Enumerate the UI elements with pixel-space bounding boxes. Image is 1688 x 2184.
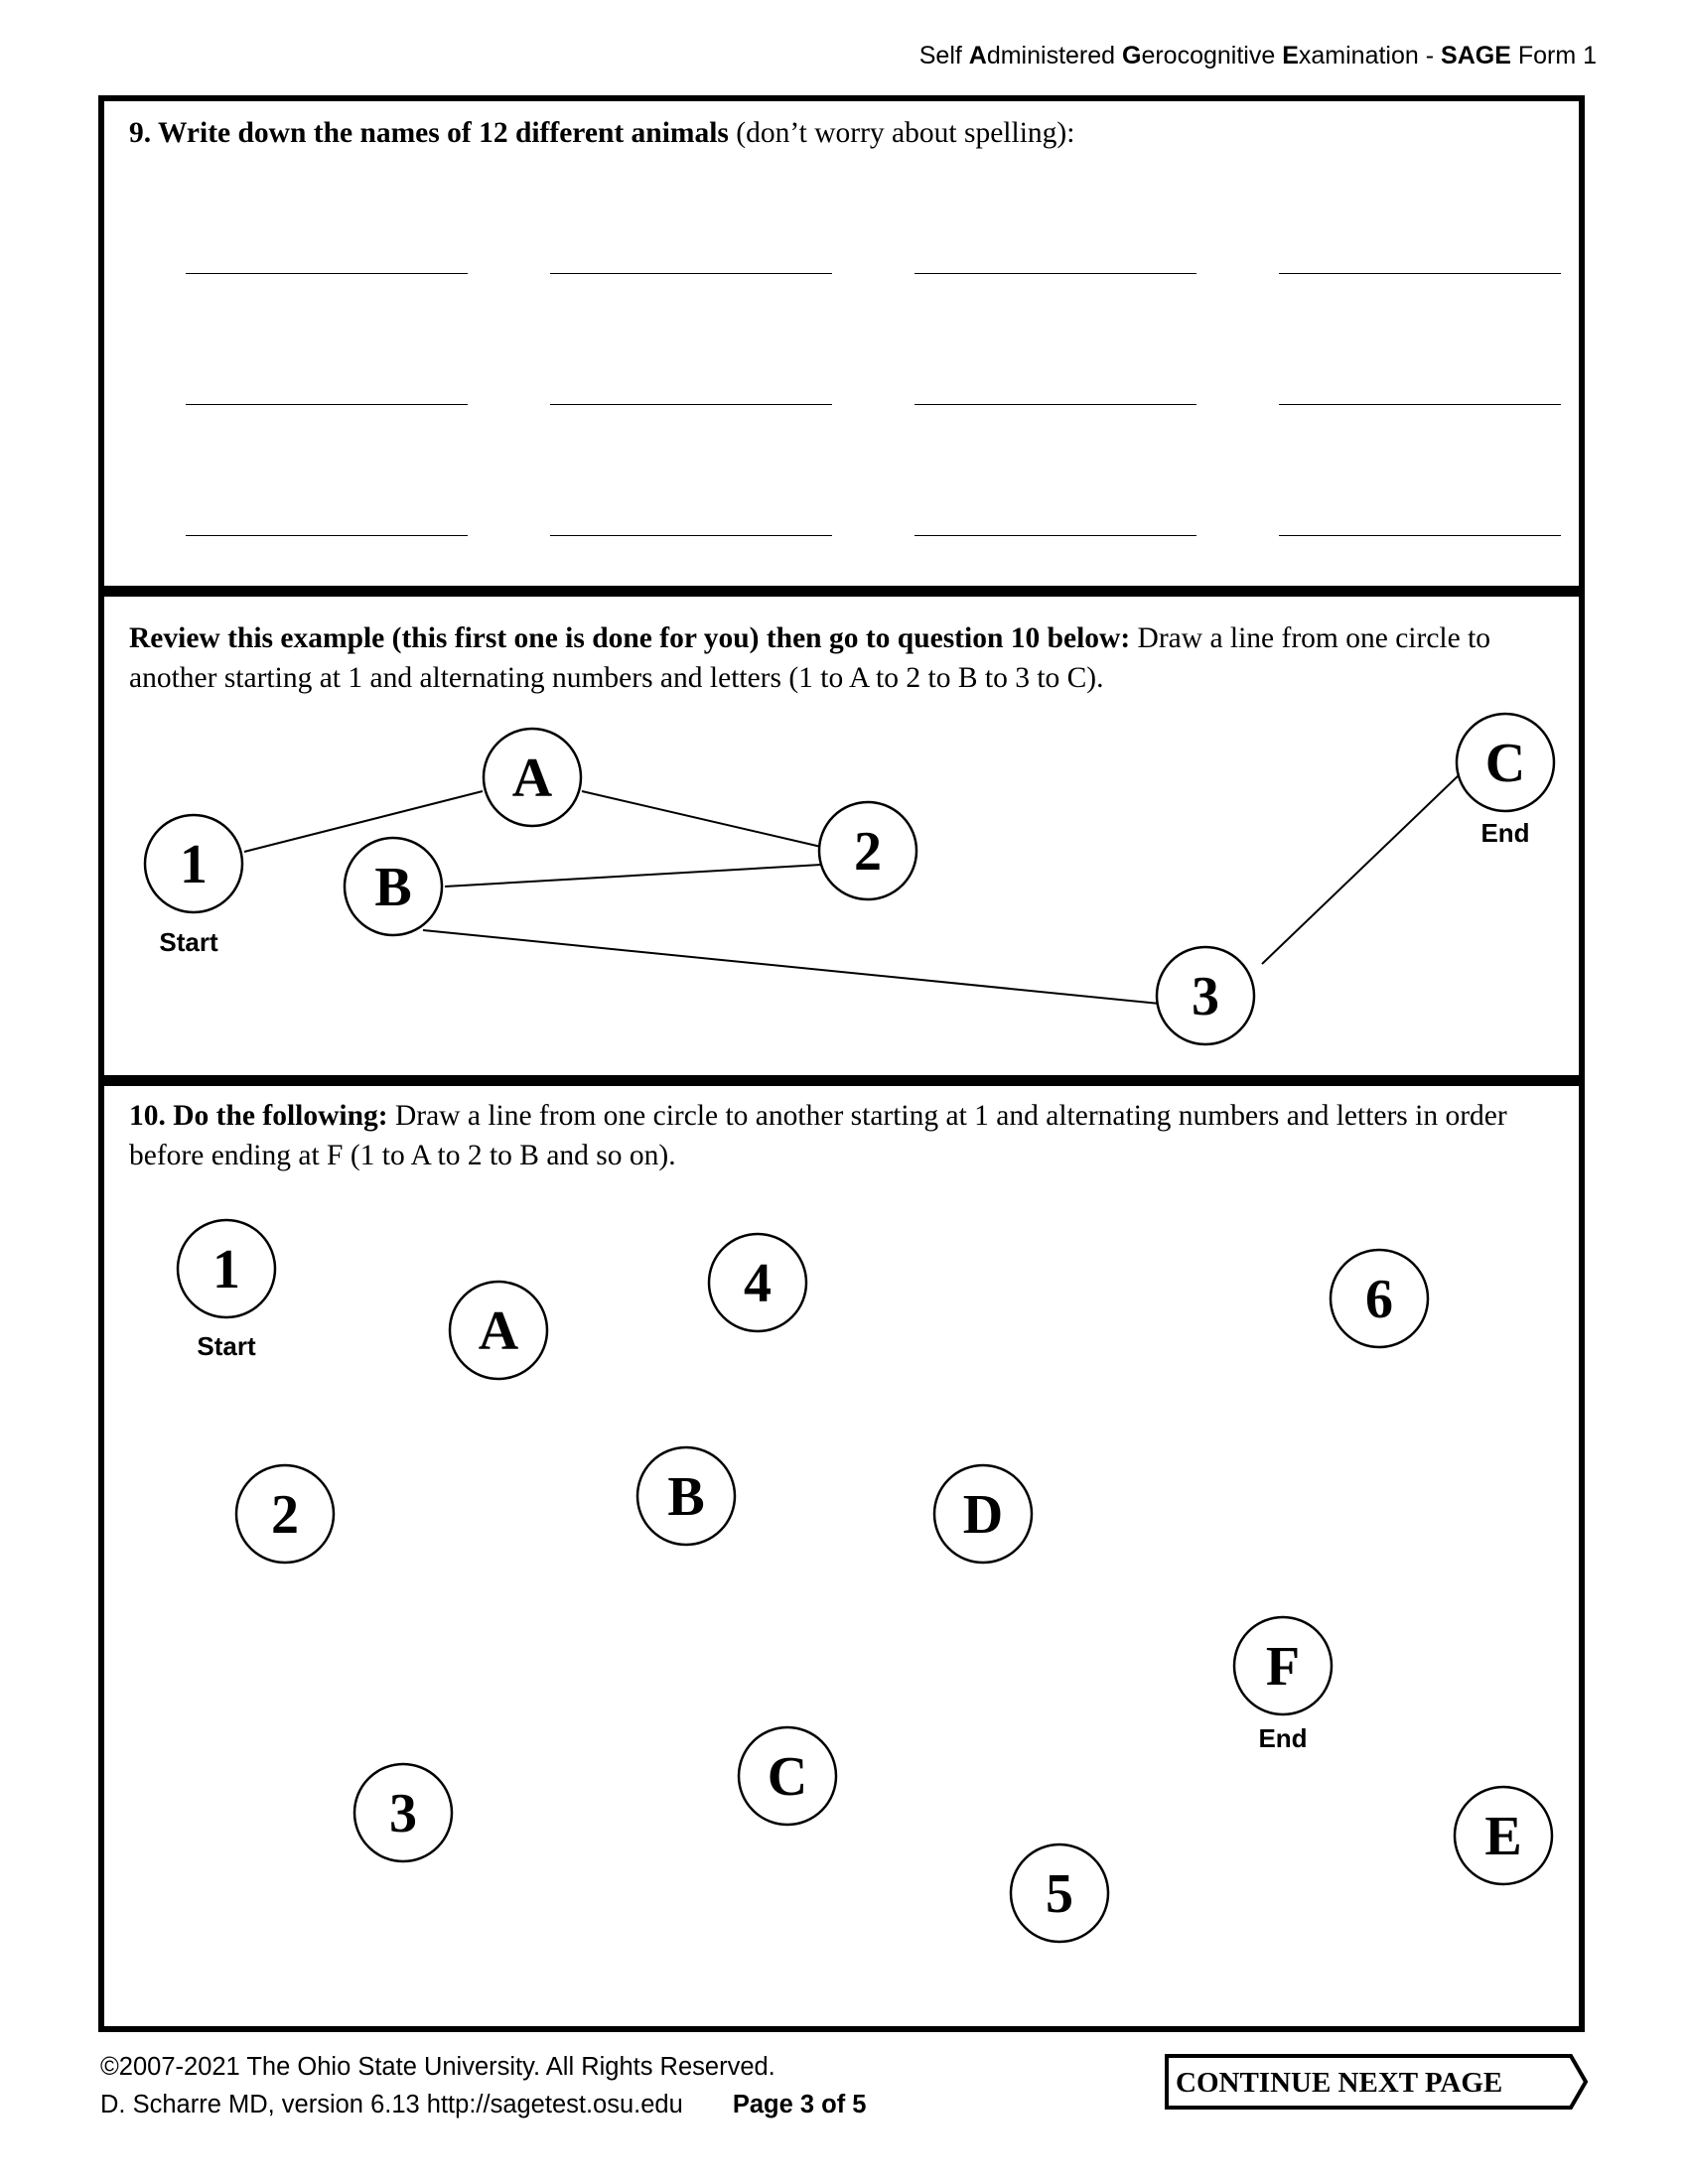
node-label: 4 <box>744 1253 772 1314</box>
node-label: 3 <box>389 1783 417 1844</box>
footer-author <box>100 2091 866 2119</box>
continue-label: CONTINUE NEXT PAGE <box>1176 2067 1503 2099</box>
sage-label: SAGE <box>1441 42 1511 69</box>
node-label: 6 <box>1365 1269 1393 1330</box>
node-label: 1 <box>180 834 208 895</box>
circle-node-e[interactable] <box>1455 1787 1552 1884</box>
node-label: C <box>1484 733 1526 794</box>
animal-answer-line[interactable] <box>914 535 1196 536</box>
node-label: B <box>667 1466 705 1528</box>
node-label: E <box>1484 1806 1522 1867</box>
node-label: A <box>478 1300 519 1362</box>
circle-node-5[interactable] <box>1011 1844 1108 1942</box>
author-version: D. Scharre MD, version 6.13 http://sagetest.osu.edu <box>100 2091 683 2118</box>
circle-node-c[interactable] <box>739 1727 836 1825</box>
animal-answer-line[interactable] <box>550 535 832 536</box>
circle-node-1 <box>145 815 242 912</box>
question-9-box <box>98 95 1585 592</box>
animal-answer-line[interactable] <box>186 404 468 405</box>
animal-answer-line[interactable] <box>1279 273 1561 274</box>
continue-next-page-button[interactable] <box>1164 2053 1591 2111</box>
animal-answer-line[interactable] <box>1279 535 1561 536</box>
animal-answer-line[interactable] <box>550 273 832 274</box>
circle-node-6[interactable] <box>1331 1250 1428 1347</box>
circle-node-f[interactable] <box>1234 1617 1332 1714</box>
circle-node-2 <box>819 802 916 899</box>
question-10-box <box>98 1080 1585 2032</box>
animal-answer-line[interactable] <box>186 535 468 536</box>
connector-line <box>244 791 483 852</box>
animal-answer-line[interactable] <box>914 273 1196 274</box>
end-label: End <box>1258 1723 1308 1753</box>
node-label: F <box>1265 1636 1301 1698</box>
circle-node-2[interactable] <box>236 1465 334 1563</box>
circle-node-a <box>484 729 581 826</box>
circle-node-a[interactable] <box>450 1282 547 1379</box>
start-label: Start <box>159 927 218 957</box>
node-label: B <box>374 857 412 918</box>
animal-answer-line[interactable] <box>550 404 832 405</box>
node-label: A <box>511 748 553 809</box>
node-label: 2 <box>854 821 882 883</box>
footer-copyright: ©2007-2021 The Ohio State University. All Rights Reserved. <box>100 2053 775 2081</box>
node-label: D <box>962 1484 1004 1546</box>
node-label: 5 <box>1046 1863 1073 1925</box>
question-9-prompt: 9. Write down the names of 12 different animals (don’t worry about spelling): <box>129 117 1075 149</box>
animal-answer-line[interactable] <box>914 404 1196 405</box>
example-box <box>98 591 1585 1081</box>
start-label: Start <box>197 1331 256 1361</box>
connector-line <box>1262 775 1459 964</box>
circle-node-1[interactable] <box>178 1220 275 1317</box>
circle-node-c <box>1457 714 1554 811</box>
page-header: Self Administered Gerocognitive Examination - SAGE Form 1 <box>918 42 1597 69</box>
end-label: End <box>1480 818 1530 848</box>
trail-making-area[interactable] <box>104 1086 1579 2026</box>
node-label: 3 <box>1192 966 1219 1027</box>
connector-line <box>445 865 821 887</box>
connector-line <box>423 930 1160 1004</box>
animal-answer-line[interactable] <box>186 273 468 274</box>
node-label: 2 <box>271 1484 299 1546</box>
example-prompt: Review this example (this first one is done for you) then go to question 10 below: Draw a line from one circle to another starting at 1 and alternating numbers and letters (1 to A to 2 to B to 3 to C). <box>129 622 1491 694</box>
example-diagram <box>104 597 1579 1075</box>
page-number: Page 3 of 5 <box>732 2091 867 2118</box>
circle-node-d[interactable] <box>934 1465 1032 1563</box>
animal-answer-line[interactable] <box>1279 404 1561 405</box>
node-label: C <box>767 1746 808 1808</box>
circle-node-4[interactable] <box>709 1234 806 1331</box>
question-10-prompt: 10. Do the following: Draw a line from one circle to another starting at 1 and alternating numbers and letters in order before ending at F (1 to A to 2 to B and so on). <box>129 1100 1507 1171</box>
connector-line <box>582 791 821 847</box>
circle-node-b <box>345 838 442 935</box>
circle-node-3[interactable] <box>354 1764 452 1861</box>
node-label: 1 <box>212 1239 240 1300</box>
circle-node-3 <box>1157 947 1254 1044</box>
circle-node-b[interactable] <box>637 1447 735 1545</box>
